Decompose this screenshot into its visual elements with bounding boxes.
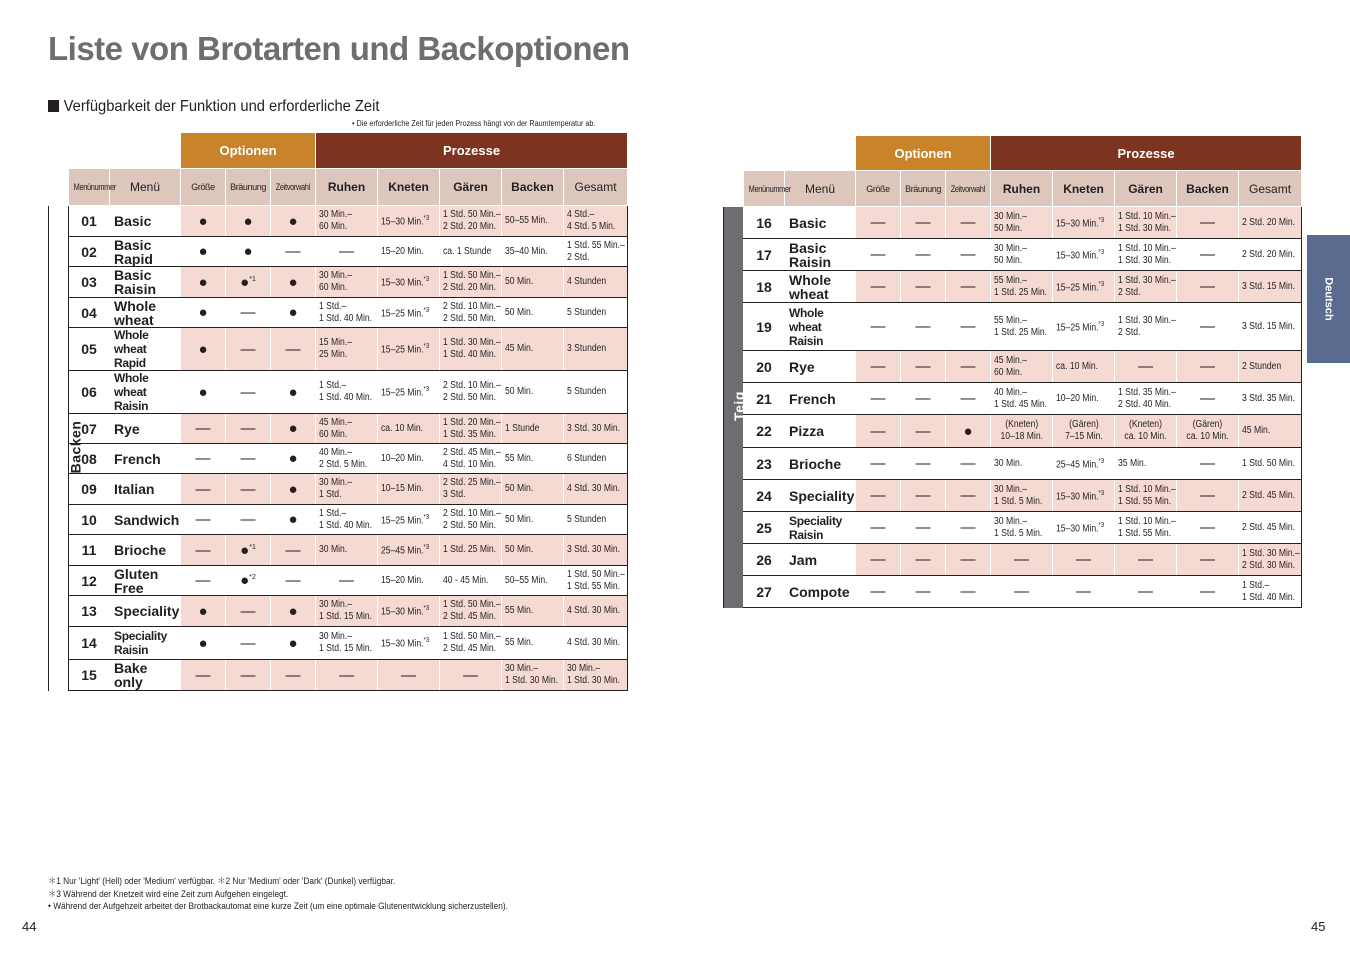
footnote-1: ＊1 Nur 'Light' (Hell) oder 'Medium' verfügbar. ＊2 Nur 'Medium' oder 'Dark' (Dunkel) verfügbar. <box>48 876 396 886</box>
table-row: 05 Whole wheat Rapid ● — — 15 Min.– 25 Min. 15–25 Min.$^{*3}$ 1 Std. 30 Min.– 1 Std. 40 Min. 45 Min. 3 Stunden <box>49 328 628 371</box>
left-table-body <box>49 206 628 691</box>
header-zeitvorwahl: Zeitvorwahl <box>946 171 991 207</box>
menu-name: Pizza <box>785 415 856 448</box>
menu-number: 22 <box>744 415 785 448</box>
menu-number: 09 <box>69 474 110 505</box>
header-gaeren: Gären <box>440 169 502 206</box>
menu-name: French <box>785 383 856 415</box>
menu-name: Sandwich <box>110 505 181 535</box>
table-row: 14 Speciality Raisin ● — ● 30 Min.– 1 Std. 15 Min. 15–30 Min.$^{*3}$ 1 Std. 50 Min.– 2 Std. 45 Min. 55 Min. 4 Std. 30 Min. <box>49 627 628 660</box>
table-row: 19 Whole wheat Raisin — — — 55 Min.– 1 Std. 25 Min. 15–25 Min.$^{*3}$ 1 Std. 30 Min.– 2 Std. — 3 Std. 15 Min. <box>724 303 1302 351</box>
menu-number: 23 <box>744 448 785 480</box>
header-backen: Backen <box>1177 171 1239 207</box>
menu-name: Brioche <box>785 448 856 480</box>
table-row: 03 Basic Raisin ● ●$^{*1}$ ● 30 Min.– 60 Min. 15–30 Min.$^{*3}$ 1 Std. 50 Min.– 2 Std. 20 Min. 50 Min. 4 Stunden <box>49 267 628 298</box>
table-row: 04 Whole wheat ● — ● 1 Std.– 1 Std. 40 Min. 15–25 Min.$^{*3}$ 2 Std. 10 Min.– 2 Std. 50 Min. 50 Min. 5 Stunden <box>49 298 628 328</box>
menu-name: Basic Rapid <box>110 237 181 267</box>
menu-number: 08 <box>69 444 110 474</box>
header-braeunung: Bräunung <box>226 169 271 206</box>
section-heading-text: Verfügbarkeit der Funktion und erforderliche Zeit <box>63 98 380 115</box>
menu-number: 04 <box>69 298 110 328</box>
header-blank <box>49 169 69 206</box>
header-groesse: Größe <box>181 169 226 206</box>
table-row: 10 Sandwich — — ● 1 Std.– 1 Std. 40 Min. 15–25 Min.$^{*3}$ 2 Std. 10 Min.– 2 Std. 50 Min. 50 Min. 5 Stunden <box>49 505 628 535</box>
menu-name: Speciality Raisin <box>110 627 181 660</box>
header-ruhen: Ruhen <box>991 171 1053 207</box>
section-heading <box>48 98 379 116</box>
header-gesamt: Gesamt <box>1239 171 1302 207</box>
table-row: 25 Speciality Raisin — — — 30 Min.– 1 Std. 5 Min. 15–30 Min.$^{*3}$ 1 Std. 10 Min.– 1 Std. 55 Min. — 2 Std. 45 Min. <box>724 512 1302 544</box>
bread-table-backen <box>48 132 628 691</box>
table-row: 08 French — — ● 40 Min.– 2 Std. 5 Min. 10–20 Min. 2 Std. 45 Min.– 4 Std. 10 Min. 55 Min. 6 Stunden <box>49 444 628 474</box>
footnote-2: ＊3 Während der Knetzeit wird eine Zeit zum Aufgehen eingelegt. <box>48 888 289 899</box>
menu-number: 16 <box>744 207 785 239</box>
table-row: 11 Brioche — ●$^{*1}$ — 30 Min. 25–45 Min.$^{*3}$ 1 Std. 25 Min. 50 Min. 3 Std. 30 Min. <box>49 535 628 566</box>
header-kneten: Kneten <box>1053 171 1115 207</box>
header-ruhen: Ruhen <box>316 169 378 206</box>
menu-number: 10 <box>69 505 110 535</box>
menu-name: Basic <box>110 206 181 237</box>
bread-table-teig <box>723 135 1302 608</box>
menu-number: 02 <box>69 237 110 267</box>
menu-name: Speciality Raisin <box>785 512 856 544</box>
menu-number: 21 <box>744 383 785 415</box>
header-menu: Menü <box>785 171 856 207</box>
table-row: 07 Rye — — ● 45 Min.– 60 Min. ca. 10 Min. 1 Std. 20 Min.– 1 Std. 35 Min. 1 Stunde 3 Std. 30 Min. <box>49 414 628 444</box>
footnote-3: • Während der Aufgehzeit arbeitet der Brotbackautomat eine kurze Zeit (um eine optimale Glutenentwicklung sicherzustellen). <box>48 901 508 911</box>
menu-name: Basic Raisin <box>110 267 181 298</box>
menu-name: Speciality <box>110 596 181 627</box>
header-menunummer: Menünummer <box>69 169 110 206</box>
table-row: 12 Gluten Free — ●$^{*2}$ — — 15–20 Min. 40 - 45 Min. 50–55 Min. 1 Std. 50 Min.– 1 Std. 55 Min. <box>49 566 628 596</box>
header-blank <box>724 171 744 207</box>
menu-number: 12 <box>69 566 110 596</box>
table-row: 21 French — — — 40 Min.– 1 Std. 45 Min. 10–20 Min. 1 Std. 35 Min.– 2 Std. 40 Min. — 3 Std. 35 Min. <box>724 383 1302 415</box>
menu-number: 26 <box>744 544 785 576</box>
table-row: 09 Italian — — ● 30 Min.– 1 Std. 10–15 Min. 2 Std. 25 Min.– 3 Std. 50 Min. 4 Std. 30 Min. <box>49 474 628 505</box>
table-row: 24 Speciality — — — 30 Min.– 1 Std. 5 Min. 15–30 Min.$^{*3}$ 1 Std. 10 Min.– 1 Std. 55 Min. — 2 Std. 45 Min. <box>724 480 1302 512</box>
header-optionen: Optionen <box>856 136 991 171</box>
time-note: • Die erforderliche Zeit für jeden Prozess hängt von der Raumtemperatur ab. <box>352 119 596 128</box>
table-row: 22 Pizza — — ● (Kneten) 10–18 Min. (Gären) 7–15 Min. (Kneten) ca. 10 Min. (Gären) ca. 10 Min. 45 Min. <box>724 415 1302 448</box>
menu-name: Basic <box>785 207 856 239</box>
menu-name: Whole wheat <box>110 298 181 328</box>
table-row: 15 Bake only — — — — — — 30 Min.– 1 Std. 30 Min. 30 Min.– 1 Std. 30 Min. <box>49 660 628 691</box>
header-backen: Backen <box>502 169 564 206</box>
square-bullet-icon <box>48 100 59 112</box>
table-row: 18 Whole wheat — — — 55 Min.– 1 Std. 25 Min. 15–25 Min.$^{*3}$ 1 Std. 30 Min.– 2 Std. — 3 Std. 15 Min. <box>724 271 1302 303</box>
language-tab <box>1307 235 1350 363</box>
menu-number: 17 <box>744 239 785 271</box>
table-row: Teig 16 Basic — — — 30 Min.– 50 Min. 15–30 Min.$^{*3}$ 1 Std. 10 Min.– 1 Std. 30 Min. — 2 Std. 20 Min. <box>724 207 1302 239</box>
menu-number: 18 <box>744 271 785 303</box>
menu-number: 01 <box>69 206 110 237</box>
table-row: 13 Speciality ● — ● 30 Min.– 1 Std. 15 Min. 15–30 Min.$^{*3}$ 1 Std. 50 Min.– 2 Std. 45 Min. 55 Min. 4 Std. 30 Min. <box>49 596 628 627</box>
header-corner <box>724 136 856 171</box>
page-number-right: 45 <box>1311 919 1326 934</box>
header-kneten: Kneten <box>378 169 440 206</box>
menu-number: 24 <box>744 480 785 512</box>
menu-name: French <box>110 444 181 474</box>
menu-number: 19 <box>744 303 785 351</box>
header-corner <box>49 133 181 169</box>
header-groesse: Größe <box>856 171 901 207</box>
menu-number: 06 <box>69 371 110 414</box>
menu-number: 25 <box>744 512 785 544</box>
menu-name: Bake only <box>110 660 181 691</box>
menu-name: Whole wheat Rapid <box>110 328 181 371</box>
menu-number: 07 <box>69 414 110 444</box>
table-row: 26 Jam — — — — — — — 1 Std. 30 Min.– 2 Std. 30 Min. <box>724 544 1302 576</box>
menu-number: 13 <box>69 596 110 627</box>
menu-name: Speciality <box>785 480 856 512</box>
group-label-teig: Teig <box>724 207 744 608</box>
table-row: 06 Whole wheat Raisin ● — ● 1 Std.– 1 Std. 40 Min. 15–25 Min.$^{*3}$ 2 Std. 10 Min.– 2 Std. 50 Min. 50 Min. 5 Stunden <box>49 371 628 414</box>
table-row: 20 Rye — — — 45 Min.– 60 Min. ca. 10 Min. — — 2 Stunden <box>724 351 1302 383</box>
menu-number: 27 <box>744 576 785 608</box>
header-optionen: Optionen <box>181 133 316 169</box>
menu-name: Rye <box>110 414 181 444</box>
right-table-body <box>724 207 1302 608</box>
header-menunummer: Menünummer <box>744 171 785 207</box>
menu-name: Brioche <box>110 535 181 566</box>
page-title: Liste von Brotarten und Backoptionen <box>48 30 630 67</box>
menu-number: 03 <box>69 267 110 298</box>
menu-name: Italian <box>110 474 181 505</box>
table-row: 23 Brioche — — — 30 Min. 25–45 Min.$^{*3}$ 35 Min. — 1 Std. 50 Min. <box>724 448 1302 480</box>
menu-number: 15 <box>69 660 110 691</box>
header-zeitvorwahl: Zeitvorwahl <box>271 169 316 206</box>
header-prozesse: Prozesse <box>991 136 1302 171</box>
table-row: 17 Basic Raisin — — — 30 Min.– 50 Min. 15–30 Min.$^{*3}$ 1 Std. 10 Min.– 1 Std. 30 Min. — 2 Std. 20 Min. <box>724 239 1302 271</box>
menu-number: 11 <box>69 535 110 566</box>
group-label-backen: Backen <box>49 206 69 691</box>
menu-number: 14 <box>69 627 110 660</box>
menu-name: Whole wheat Raisin <box>110 371 181 414</box>
menu-name: Whole wheat <box>785 271 856 303</box>
menu-number: 20 <box>744 351 785 383</box>
header-gesamt: Gesamt <box>564 169 628 206</box>
menu-name: Gluten Free <box>110 566 181 596</box>
header-menu: Menü <box>110 169 181 206</box>
page-number-left: 44 <box>22 919 37 934</box>
header-prozesse: Prozesse <box>316 133 628 169</box>
menu-number: 05 <box>69 328 110 371</box>
menu-name: Compote <box>785 576 856 608</box>
header-braeunung: Bräunung <box>901 171 946 207</box>
menu-name: Jam <box>785 544 856 576</box>
menu-name: Basic Raisin <box>785 239 856 271</box>
footnotes <box>48 875 548 913</box>
table-row: 27 Compote — — — — — — — 1 Std.– 1 Std. 40 Min. <box>724 576 1302 608</box>
language-tab-label: Deutsch <box>1322 277 1335 321</box>
table-row: Backen 01 Basic ● ● ● 30 Min.– 60 Min. 15–30 Min.$^{*3}$ 1 Std. 50 Min.– 2 Std. 20 Min. 50–55 Min. 4 Std.– 4 Std. 5 Min. <box>49 206 628 237</box>
table-row: 02 Basic Rapid ● ● — — 15–20 Min. ca. 1 Stunde 35–40 Min. 1 Std. 55 Min.– 2 Std. <box>49 237 628 267</box>
menu-name: Whole wheat Raisin <box>785 303 856 351</box>
menu-name: Rye <box>785 351 856 383</box>
header-gaeren: Gären <box>1115 171 1177 207</box>
